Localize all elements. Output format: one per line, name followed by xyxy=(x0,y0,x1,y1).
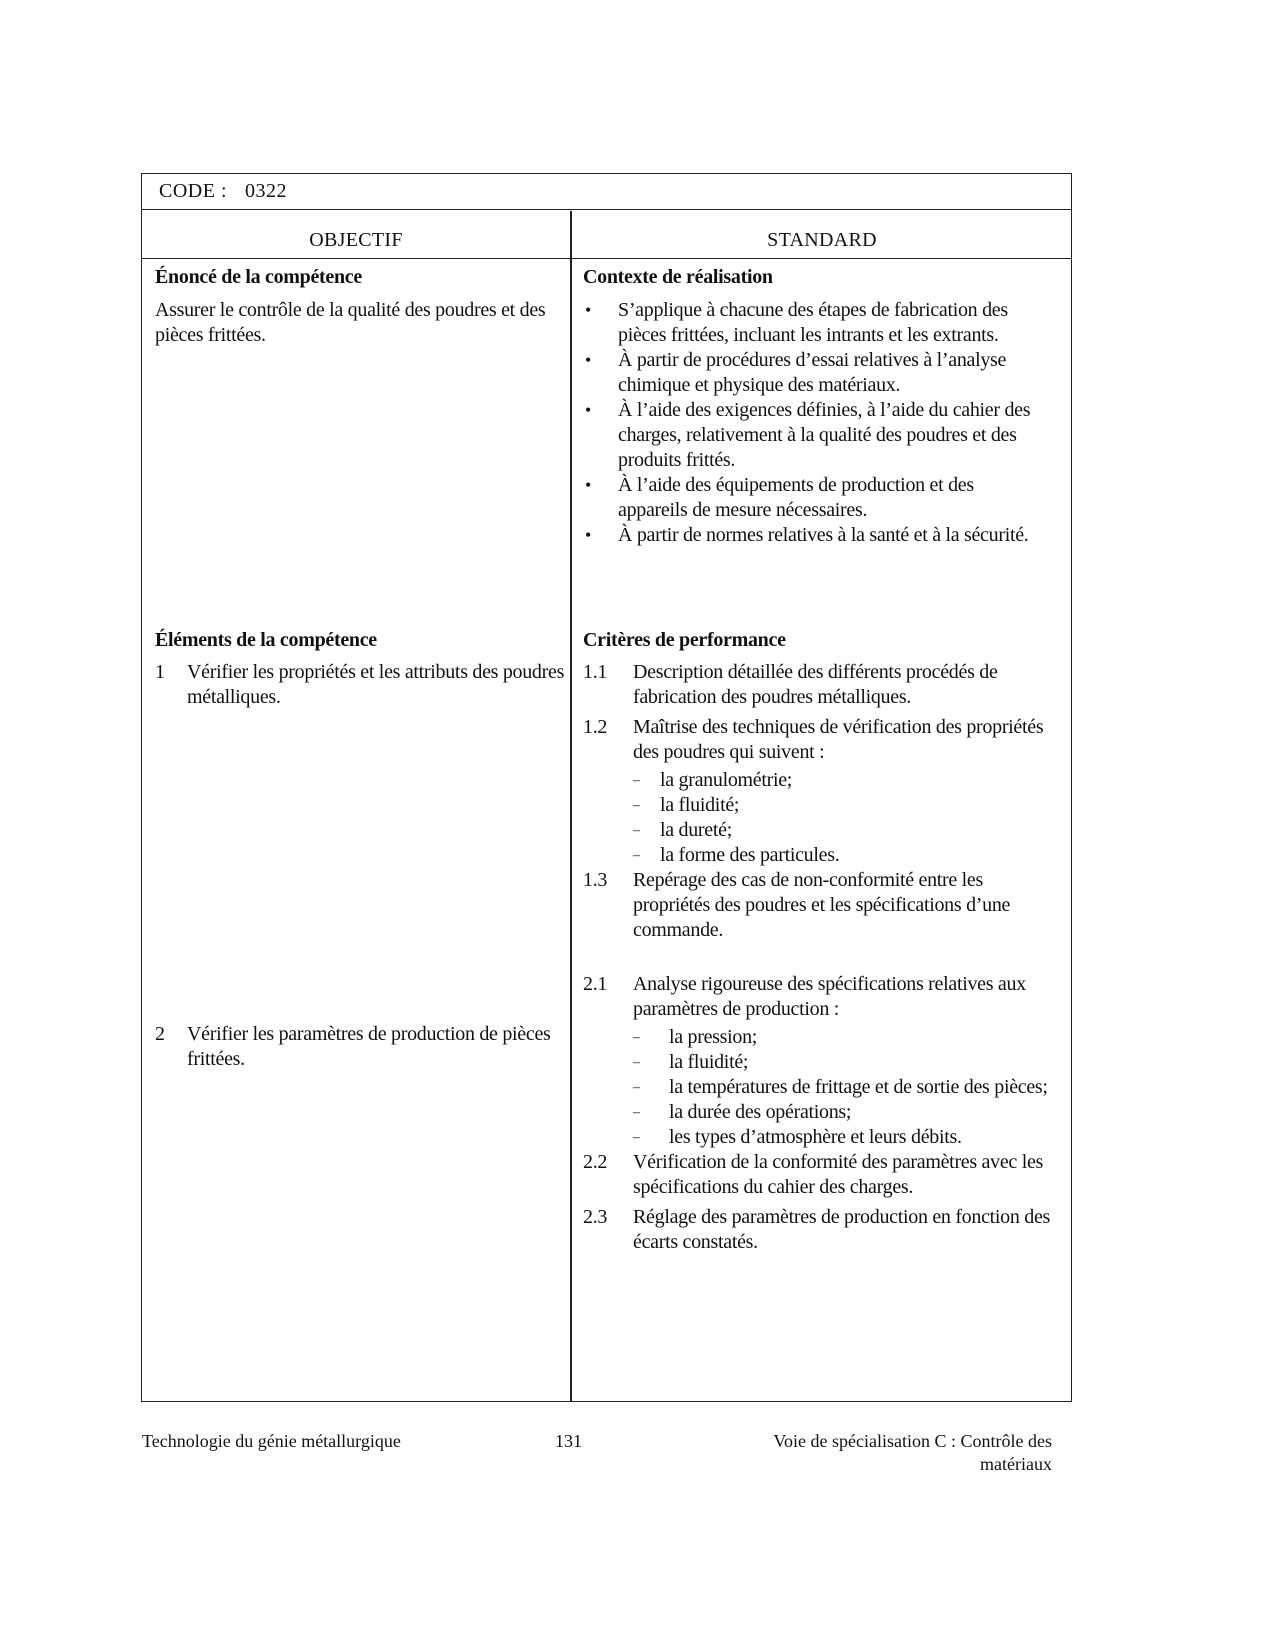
contexte-title: Contexte de réalisation xyxy=(583,266,773,288)
divider xyxy=(142,209,1071,210)
divider xyxy=(142,258,1071,259)
column-divider xyxy=(570,211,572,1401)
sub-item: – la dureté; xyxy=(633,818,1063,843)
criteres-title: Critères de performance xyxy=(583,629,786,651)
criterion-text: Repérage des cas de non-conformité entre les propriétés des poudres et les spécifications d’une commande. xyxy=(633,869,1011,941)
criteres-group-1 xyxy=(583,660,1063,943)
criteres-group-2 xyxy=(583,972,1053,1255)
element-text: Vérifier les propriétés et les attributs des poudres métalliques. xyxy=(187,661,565,708)
code-label: CODE : xyxy=(159,180,227,202)
criterion-number: 1.3 xyxy=(583,869,608,891)
sub-item: – la forme des particules. xyxy=(633,843,1063,868)
sub-item: – la pression; xyxy=(633,1025,1053,1050)
list-item: • À l’aide des équipements de production et des appareils de mesure nécessaires. xyxy=(583,473,1033,523)
list-item: • À l’aide des exigences définies, à l’aide du cahier des charges, relativement à la qualité des poudres et des produits frittés. xyxy=(583,398,1033,473)
criterion-item xyxy=(583,1205,1053,1255)
criterion-number: 1.2 xyxy=(583,716,608,738)
code-value: 0322 xyxy=(245,180,287,202)
sub-item: – la températures de frittage et de sortie des pièces; xyxy=(633,1075,1053,1100)
enonce-text: Assurer le contrôle de la qualité des poudres et des pièces frittées. xyxy=(155,299,546,346)
footer-right: Voie de spécialisation C : Contrôle des matériaux xyxy=(773,1431,1052,1474)
page-number: 131 xyxy=(555,1431,582,1451)
sub-item: – les types d’atmosphère et leurs débits. xyxy=(633,1125,1053,1150)
criterion-text: Réglage des paramètres de production en fonction des écarts constatés. xyxy=(633,1206,1051,1253)
competency-table xyxy=(141,173,1072,1402)
criterion-item xyxy=(583,660,1063,710)
sub-item: – la granulométrie; xyxy=(633,768,1063,793)
criterion-item xyxy=(583,972,1053,1150)
footer-left: Technologie du génie métallurgique xyxy=(142,1431,401,1451)
code-row xyxy=(159,180,305,203)
list-item: • S’applique à chacune des étapes de fabrication des pièces frittées, incluant les intrants et les extrants. xyxy=(583,298,1033,348)
criterion-text: Vérification de la conformité des paramètres avec les spécifications du cahier des charges. xyxy=(633,1151,1044,1198)
contexte-list xyxy=(583,298,1033,548)
criterion-number: 2.2 xyxy=(583,1151,608,1173)
criterion-number: 2.1 xyxy=(583,973,608,995)
element-number: 1 xyxy=(155,661,165,683)
criterion-item xyxy=(583,715,1063,868)
sub-item: – la fluidité; xyxy=(633,793,1063,818)
list-item: • À partir de normes relatives à la santé et à la sécurité. xyxy=(583,523,1033,548)
criterion-item xyxy=(583,1150,1053,1200)
criterion-item xyxy=(583,868,1063,943)
criterion-text: Analyse rigoureuse des spécifications relatives aux paramètres de production : xyxy=(633,973,1026,1020)
criterion-number: 1.1 xyxy=(583,661,608,683)
elements-title: Éléments de la compétence xyxy=(155,629,377,651)
element-item xyxy=(155,1022,577,1072)
header-standard: STANDARD xyxy=(767,229,877,251)
sub-item: – la fluidité; xyxy=(633,1050,1053,1075)
sub-item: – la durée des opérations; xyxy=(633,1100,1053,1125)
enonce-title: Énoncé de la compétence xyxy=(155,266,362,288)
element-text: Vérifier les paramètres de production de pièces frittées. xyxy=(187,1023,551,1070)
criterion-number: 2.3 xyxy=(583,1206,608,1228)
element-item xyxy=(155,660,577,710)
list-item: • À partir de procédures d’essai relatives à l’analyse chimique et physique des matériaux. xyxy=(583,348,1033,398)
criterion-text: Description détaillée des différents procédés de fabrication des poudres métalliques. xyxy=(633,661,998,708)
header-objectif: OBJECTIF xyxy=(309,229,403,251)
criterion-text: Maîtrise des techniques de vérification des propriétés des poudres qui suivent : xyxy=(633,716,1044,763)
element-number: 2 xyxy=(155,1023,165,1045)
